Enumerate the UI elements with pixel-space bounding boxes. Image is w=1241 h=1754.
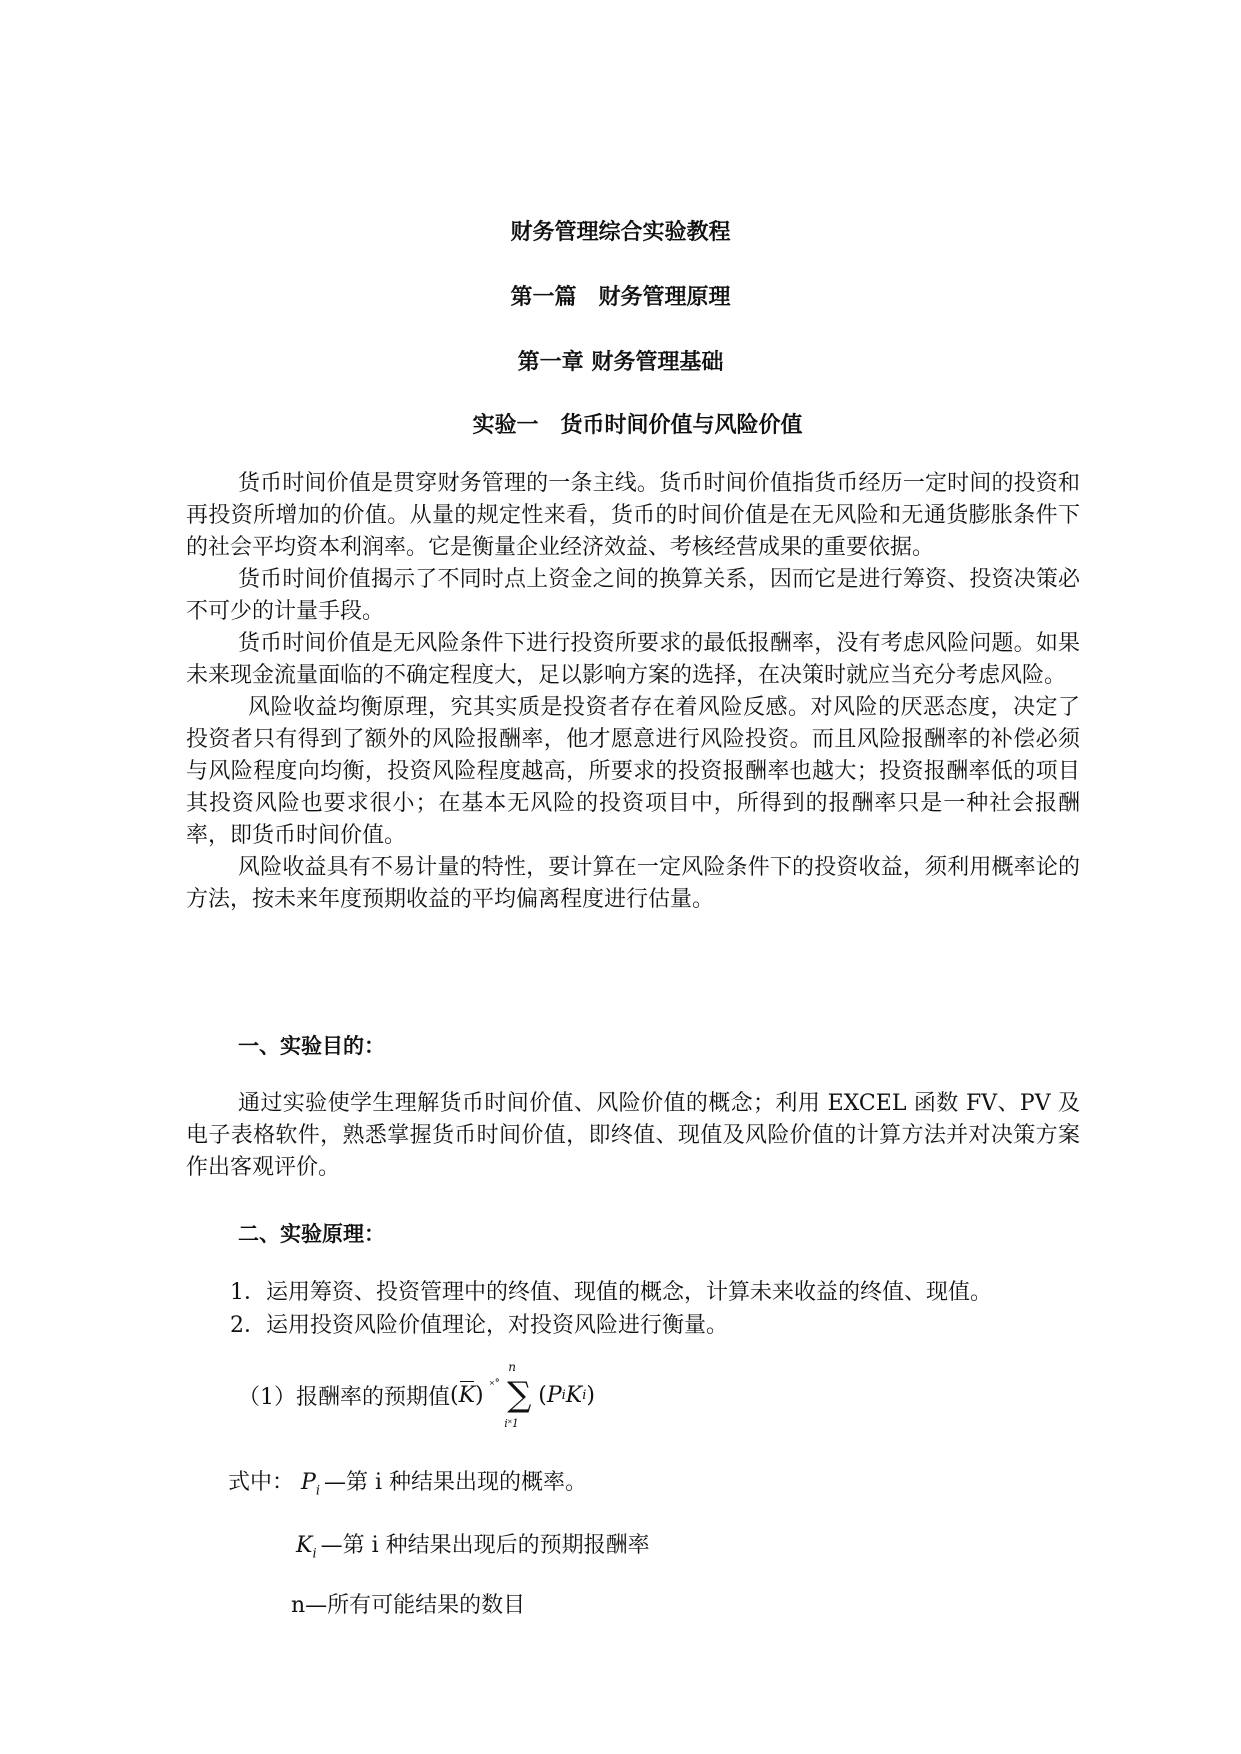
summation-symbol	[504, 1360, 534, 1430]
summation-lower-limit: i˟1	[504, 1417, 519, 1430]
list-item: 1．运用筹资、投资管理中的终值、现值的概念，计算未来收益的终值、现值。	[230, 1280, 992, 1305]
intro-paragraph: 风险收益均衡原理，究其实质是投资者存在着风险反感。对风险的厌恶态度，决定了投资者只有得到了额外的风险报酬率，他才愿意进行风险投资。而且风险报酬率的补偿必须与风险程度向均衡，投资风险程度越高，所要求的投资报酬率也越大；投资报酬率低的项目其投资风险也要求很小；在基本无风险的投资项目中，所得到的报酬率只是一种社会报酬率，即货币时间价值。	[186, 695, 1080, 848]
formula-rhs-open: (	[538, 1382, 547, 1408]
formula-k-symbol: K	[565, 1382, 583, 1408]
intro-paragraph: 货币时间价值揭示了不同时点上资金之间的换算关系，因而它是进行筹资、投资决策必不可少的计量手段。	[186, 567, 1080, 624]
definition-k-symbol: $K_i$	[296, 1533, 317, 1562]
formula-k-bar: K	[458, 1382, 476, 1408]
definition-p-text: —第 i 种结果出现的概率。	[324, 1470, 588, 1495]
sigma-icon: ∑	[507, 1375, 532, 1415]
formula-p-symbol: P	[546, 1382, 562, 1408]
definition-p-symbol: $P_i$	[301, 1470, 320, 1499]
definition-k-text: —第 i 种结果出现后的预期报酬率	[320, 1533, 650, 1558]
experiment-title: 实验一 货币时间价值与风险价值	[472, 413, 803, 438]
list-item: 2．运用投资风险价值理论，对投资风险进行衡量。	[230, 1313, 728, 1338]
definition-prefix: 式中：	[228, 1470, 295, 1495]
section-heading-purpose: 一、实验目的：	[238, 1034, 385, 1058]
formula-rhs-close: )	[586, 1382, 595, 1408]
definition-k	[296, 1528, 650, 1561]
chapter-title: 第一章 财务管理基础	[517, 350, 724, 375]
summation-upper-limit: n	[508, 1360, 516, 1374]
intro-paragraph: 货币时间价值是无风险条件下进行投资所要求的最低报酬率，没有考虑风险问题。如果未来现金流量面临的不确定程度大，足以影响方案的选择，在决策时就应当充分考虑风险。	[186, 631, 1080, 688]
formula-lhs-close: )	[475, 1382, 484, 1408]
definition-p	[228, 1465, 587, 1498]
purpose-paragraph: 通过实验使学生理解货币时间价值、风险价值的概念；利用 EXCEL 函数 FV、PV 及电子表格软件，熟悉掌握货币时间价值，即终值、现值及风险价值的计算方法并对决策方案作出客观评价。	[186, 1091, 1080, 1180]
formula-equals-glyph: ˟˚	[489, 1377, 501, 1392]
formula-k-subscript: i	[582, 1387, 587, 1403]
formula-label: （1）报酬率的预期值	[238, 1384, 450, 1410]
section-heading-principle: 二、实验原理：	[238, 1222, 385, 1246]
purpose-section	[186, 1088, 1080, 1184]
formula-p-subscript: i	[561, 1387, 566, 1403]
expected-return-formula	[238, 1360, 595, 1430]
book-title: 财务管理综合实验教程	[510, 220, 731, 245]
part-title: 第一篇 财务管理原理	[510, 285, 731, 310]
formula-lhs-open: (	[450, 1382, 459, 1408]
intro-section	[186, 468, 1080, 916]
principle-list	[230, 1276, 992, 1342]
intro-paragraph: 风险收益具有不易计量的特性，要计算在一定风险条件下的投资收益，须利用概率论的方法，按未来年度预期收益的平均偏离程度进行估量。	[186, 855, 1080, 912]
intro-paragraph: 货币时间价值是贯穿财务管理的一条主线。货币时间价值指货币经历一定时间的投资和再投资所增加的价值。从量的规定性来看，货币的时间价值是在无风险和无通货膨胀条件下的社会平均资本利润率。它是衡量企业经济效益、考核经营成果的重要依据。	[186, 471, 1080, 560]
definition-n: n—所有可能结果的数目	[291, 1593, 526, 1618]
